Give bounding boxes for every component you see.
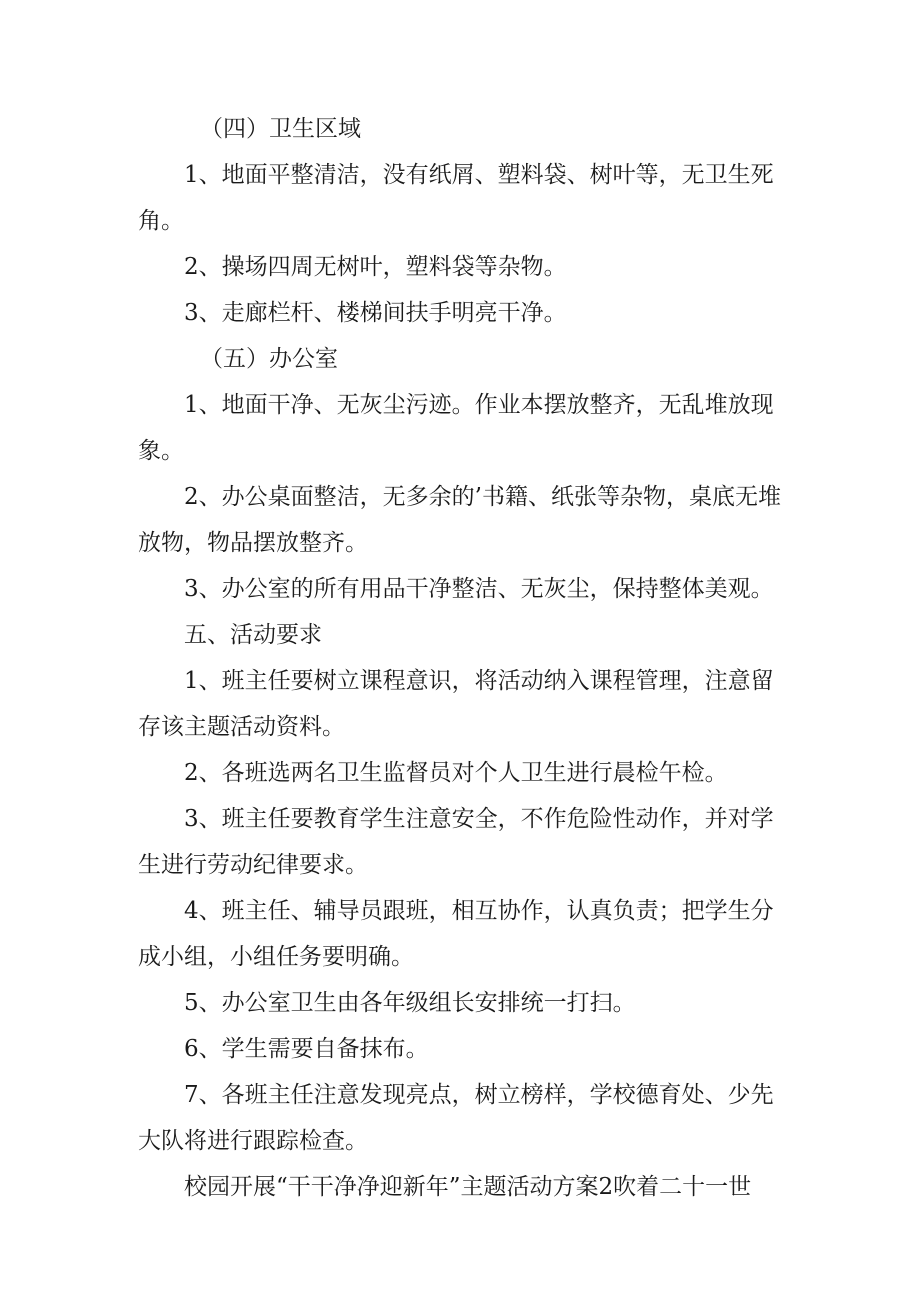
paragraph-item: 4、班主任、辅导员跟班，相互协作，认真负责；把学生分成小组，小组任务要明确。 [138, 898, 774, 970]
paragraph-item: 3、走廊栏杆、楼梯间扶手明亮干净。 [184, 300, 567, 326]
paragraph-item: 3、班主任要教育学生注意安全，不作危险性动作，并对学生进行劳动纪律要求。 [138, 806, 774, 878]
paragraph-item: 6、学生需要自备抹布。 [184, 1036, 429, 1062]
paragraph-closing: 校园开展“干干净净迎新年”主题活动方案2吹着二十一世 [184, 1174, 752, 1200]
paragraph-item: 7、各班主任注意发现亮点，树立榜样，学校德育处、少先大队将进行跟踪检查。 [138, 1082, 774, 1154]
section-heading-activity-requirements: 五、活动要求 [184, 622, 322, 648]
document-body [138, 106, 786, 1210]
paragraph-item: 2、操场四周无树叶，塑料袋等杂物。 [184, 254, 567, 280]
paragraph-item: 5、办公室卫生由各年级组长安排统一打扫。 [184, 990, 636, 1016]
paragraph-item: 3、办公室的所有用品干净整洁、无灰尘，保持整体美观。 [184, 576, 774, 602]
paragraph-item: 2、各班选两名卫生监督员对个人卫生进行晨检午检。 [184, 760, 728, 786]
section-heading-office: （五）办公室 [200, 346, 338, 372]
paragraph-item: 1、地面干净、无灰尘污迹。作业本摆放整齐，无乱堆放现象。 [138, 392, 774, 464]
paragraph-item: 1、班主任要树立课程意识，将活动纳入课程管理，注意留存该主题活动资料。 [138, 668, 774, 740]
paragraph-item: 1、地面平整清洁，没有纸屑、塑料袋、树叶等，无卫生死角。 [138, 162, 774, 234]
section-heading-sanitation-area: （四）卫生区域 [200, 116, 361, 142]
paragraph-item: 2、办公桌面整洁，无多余的’书籍、纸张等杂物，桌底无堆放物，物品摆放整齐。 [138, 484, 781, 556]
